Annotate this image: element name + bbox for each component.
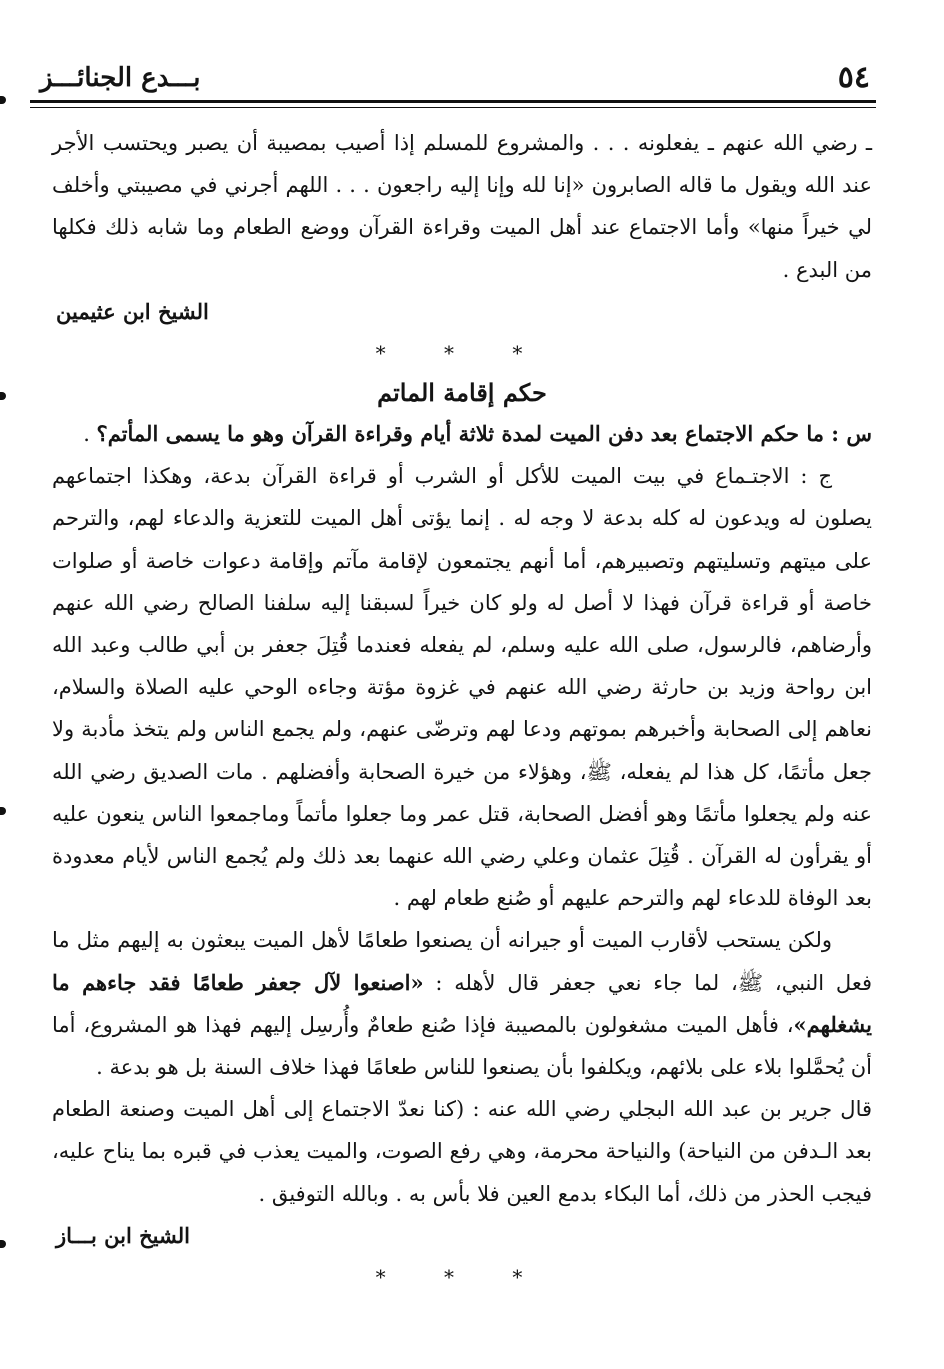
header-rule (30, 100, 876, 103)
page-header (30, 58, 876, 98)
section-separator: * * * (375, 1265, 549, 1290)
margin-mark (0, 1240, 6, 1248)
body-text (52, 122, 872, 1297)
signature-ibn-baz: الشيخ ابن بـــاز (56, 1222, 190, 1248)
question-prefix: س : (823, 421, 872, 447)
signature-ibn-uthaymeen: الشيخ ابن عثيمين (56, 298, 209, 324)
section-separator: * * * (375, 341, 549, 366)
question-suffix: . (83, 422, 97, 447)
paragraph-food-part2: ، فأهل الميت مشغولون بالمصيبة فإذا صُنع طعامٌ وأُرسِل إليهم فهذا هو المشروع، أما أن يُحمَّلوا بلاء على بلائهم، ويكلفوا بأن يصنعوا للناس طعامًا فهذا خلاف السنة بل هو بدعة . (52, 1012, 872, 1080)
paragraph-jarir: قال جرير بن عبد الله البجلي رضي الله عنه : (كنا نعدّ الاجتماع إلى أهل الميت وصنعة الطعام بعد الـدفن من النياحة) والنياحة محرمة، وهي رفع الصوت، والميت يعذب في قبره بما يناح عليه، فيجب الحذر من ذلك، أما البكاء بدمع العين فلا بأس به . وبالله التوفيق . (52, 1097, 873, 1206)
header-rule-thin (30, 107, 876, 108)
hadith-quote: «اصنعوا لآل جعفر طعامًا فقد جاءهم ما يشغلهم» (52, 969, 872, 1037)
margin-mark (0, 96, 6, 104)
answer-paragraph: ج : الاجتـماع في بيت الميت للأكل أو الشرب أو قراءة القرآن بدعة، وهكذا اجتماعهم يصلون له ويدعون له كله بدعة لا وجه له . إنما يؤتى أهل الميت للتعزية والدعاء لهم، والترحم على ميتهم وتسليتهم وتصبيرهم، أما أنهم يجتمعون لإقامة مآتم وإقامة دعوات خاصة أو صلوات خاصة أو قراءة قرآن فهذا لا أصل له ولو كان خيراً لسبقنا إليه سلفنا الصالح رضي الله عنهم وأرضاهم، فالرسول، صلى الله عليه وسلم، لم يفعله فعندما قُتِلَ جعفر بن أبي طالب وعبد الله ابن رواحة وزيد بن حارثة رضي الله عنهم في غزوة مؤتة وجاءه الوحي عليه الصلاة والسلام، نعاهم إلى الصحابة وأخبرهم بموتهم ودعا لهم وترضّى عنهم، ولم يجمع الناس ولم يتخذ مأدبة ولا جعل مأتمًا، كل هذا لم يفعله، ﷺ، وهؤلاء من خيرة الصحابة وأفضلهم . مات الصديق رضي الله عنه ولم يجعلوا مأتمًا وهو أفضل الصحابة، قتل عمر وما جعلوا مأتماً وماجمعوا الناس ينعون عليه أو يقرأون له القرآن . قُتِلَ عثمان وعلي رضي الله عنهما بعد ذلك ولم يُجمع الناس لأيام معدودة بعد الوفاة للدعاء لهم والترحم عليهم أو صُنع طعام لهم . (52, 464, 872, 911)
running-title: بـــدع الجنائـــز (40, 63, 201, 93)
margin-mark (0, 392, 6, 400)
question (52, 413, 872, 455)
question-text: ما حكم الاجتماع بعد دفن الميت لمدة ثلاثة أيام وقراءة القرآن وهو ما يسمى المأتم؟ (96, 421, 824, 447)
paragraph-continuation: ـ رضي الله عنهم ـ يفعلونه . . . والمشروع للمسلم إذا أصيب بمصيبة أن يصبر ويحتسب الأجر عند الله ويقول ما قاله الصابرون «إنا لله وإنا إليه راجعون . . . اللهم أجرني في مصيبتي وأخلف لي خيراً منها» وأما الاجتماع عند أهل الميت وقراءة القرآن ووضع الطعام وما شابه ذلك فكلها من البدع . (52, 131, 872, 282)
page-number: ٥٤ (837, 60, 870, 95)
section-heading: حكم إقامة الماتم (377, 378, 547, 408)
margin-mark (0, 807, 6, 815)
paragraph-food (52, 919, 872, 1088)
paragraph-food-part1: ولكن يستحب لأقارب الميت أو جيرانه أن يصنعوا طعامًا لأهل الميت يبعثون به إليهم مثل ما فعل النبي، ﷺ، لما جاء نعي جعفر قال لأهله : (52, 928, 872, 995)
